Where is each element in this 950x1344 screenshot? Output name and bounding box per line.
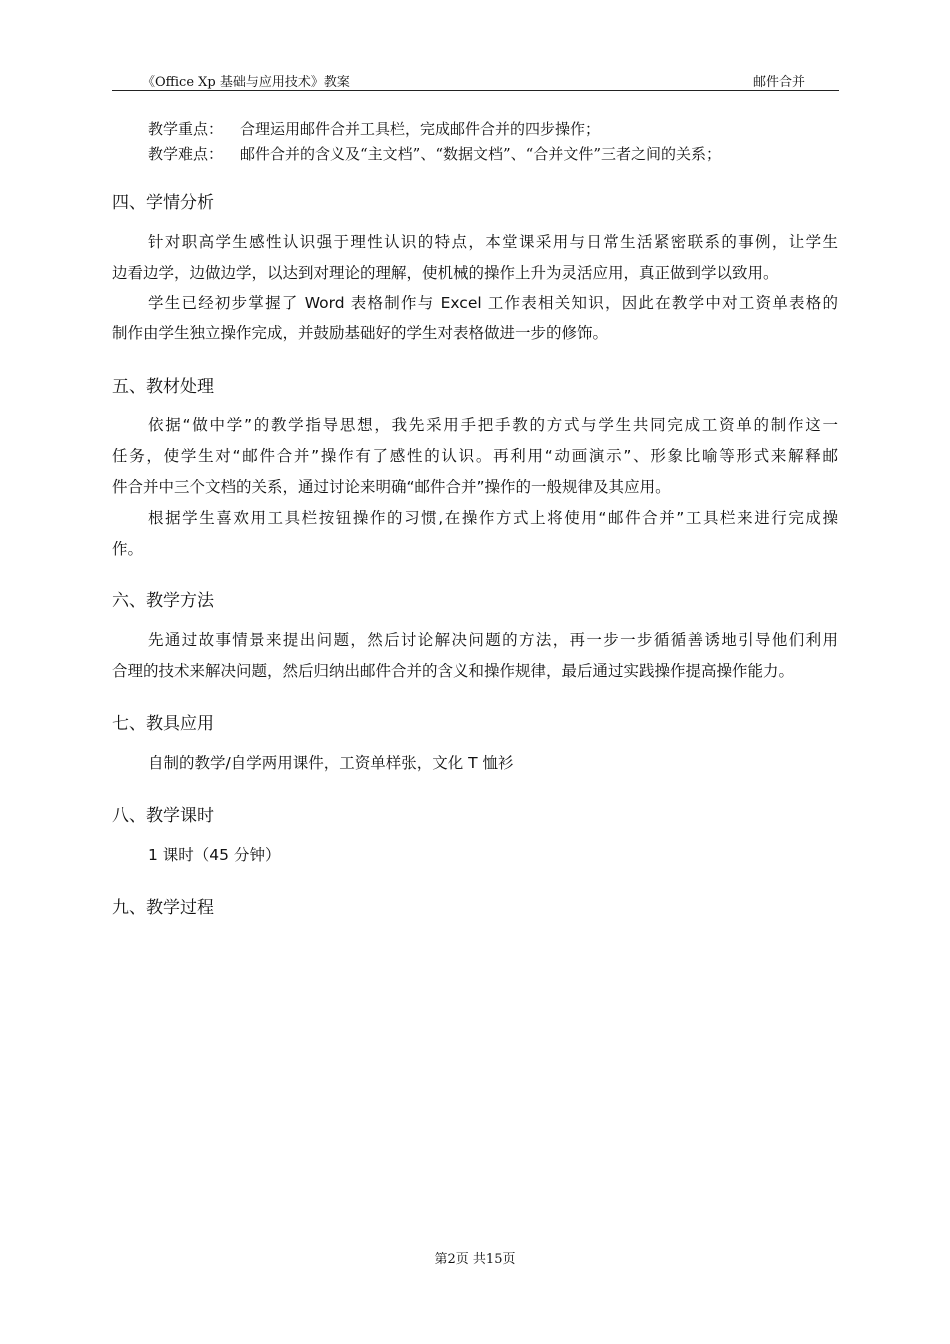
section-heading: 四、学情分析	[112, 193, 214, 213]
paragraph-line: 边看边学，边做边学，以达到对理论的理解，使机械的操作上升为灵活应用，真正做到学以致用。	[112, 264, 779, 282]
difficulty-text: 邮件合并的含义及“主文档”、“数据文档”、“合并文件”三者之间的关系；	[240, 145, 722, 163]
paragraph-line: 作。	[112, 540, 144, 558]
document-title: 《Office Xp 基础与应用技术》教案	[142, 75, 350, 90]
paragraph-line: 针对职高学生感性认识强于理性认识的特点，本堂课采用与日常生活紧密联系的事例，让学生	[148, 233, 838, 251]
section-heading: 六、教学方法	[112, 591, 214, 611]
page-number: 第2页 共15页	[434, 1252, 516, 1267]
paragraph-line: 制作由学生独立操作完成，并鼓励基础好的学生对表格做进一步的修饰。	[112, 324, 609, 342]
page-header	[112, 68, 839, 91]
paragraph-line: 合理的技术来解决问题，然后归纳出邮件合并的含义和操作规律，最后通过实践操作提高操作能力。	[112, 662, 795, 680]
paragraph-line: 1 课时（45 分钟）	[148, 846, 281, 864]
difficulty-label: 教学难点：	[148, 145, 224, 163]
paragraph-line: 任务，使学生对“邮件合并”操作有了感性的认识。再利用“动画演示”、形象比喻等形式来解释邮	[112, 447, 838, 465]
section-heading: 八、教学课时	[112, 806, 214, 826]
paragraph-line: 依据“做中学”的教学指导思想，我先采用手把手教的方式与学生共同完成工资单的制作这一	[148, 416, 838, 434]
paragraph-line: 自制的教学/自学两用课件，工资单样张，文化 T 恤衫	[148, 754, 514, 772]
key-point-text: 合理运用邮件合并工具栏，完成邮件合并的四步操作；	[240, 120, 601, 138]
section-heading: 五、教材处理	[112, 377, 214, 397]
section-name: 邮件合并	[752, 75, 805, 90]
key-point-label: 教学重点：	[148, 120, 224, 138]
paragraph-line: 先通过故事情景来提出问题，然后讨论解决问题的方法，再一步一步循循善诱地引导他们利用	[148, 631, 838, 649]
paragraph-line: 件合并中三个文档的关系，通过讨论来明确“邮件合并”操作的一般规律及其应用。	[112, 478, 671, 496]
section-heading: 七、教具应用	[112, 714, 214, 734]
paragraph-line: 学生已经初步掌握了 Word 表格制作与 Excel 工作表相关知识，因此在教学中对工资单表格的	[148, 294, 838, 312]
section-heading: 九、教学过程	[112, 898, 214, 918]
paragraph-line: 根据学生喜欢用工具栏按钮操作的习惯,在操作方式上将使用“邮件合并”工具栏来进行完成操	[148, 509, 838, 527]
